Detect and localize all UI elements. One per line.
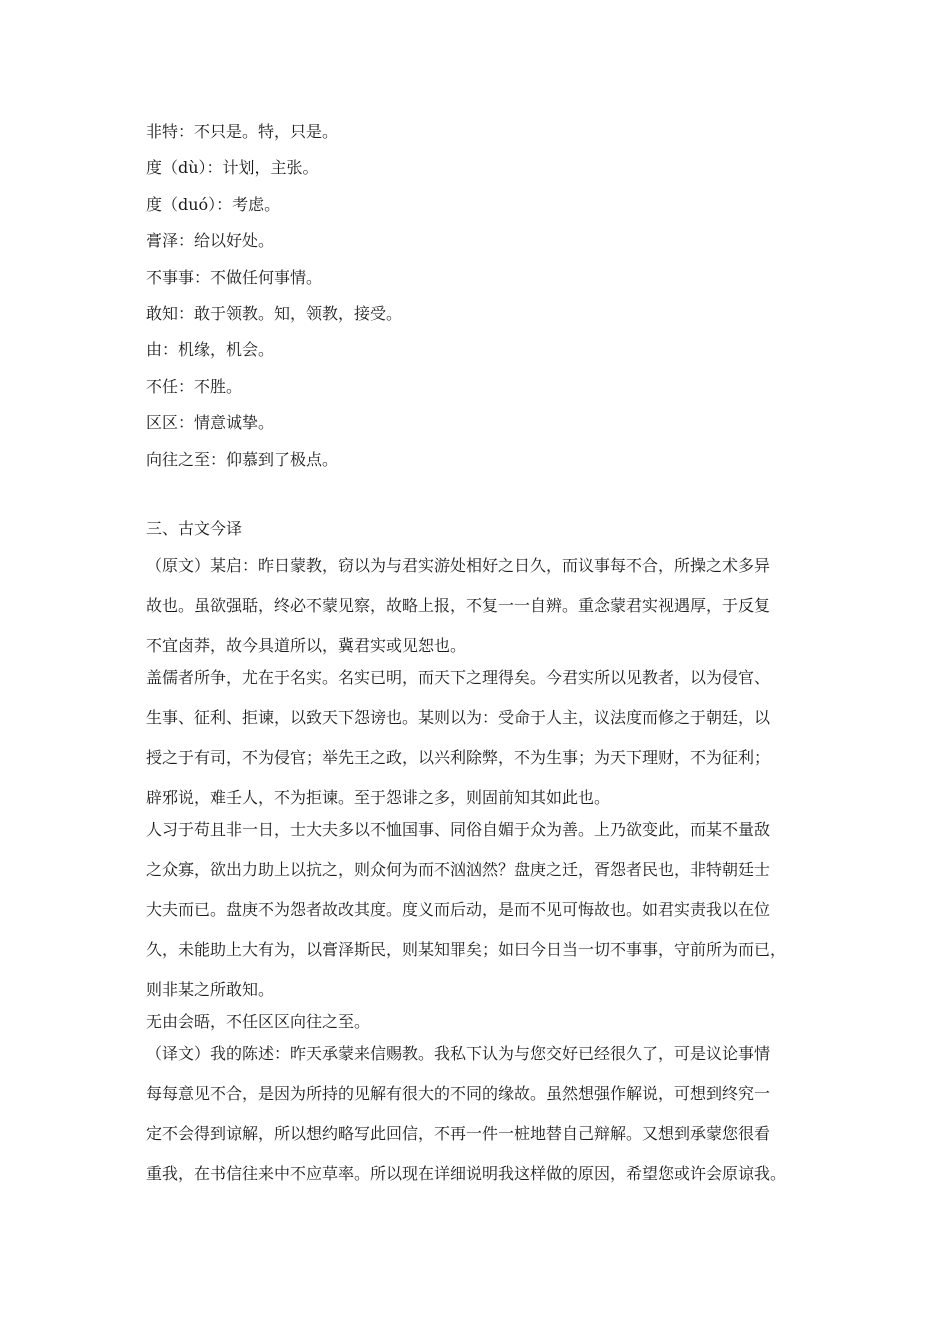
glossary-item: 敢知：敢于领教。知，领教，接受。 bbox=[146, 303, 403, 323]
glossary-item: 度（dù）：计划，主张。 bbox=[146, 158, 319, 178]
translation-body bbox=[146, 556, 826, 1196]
original-paragraph-3 bbox=[146, 820, 826, 1000]
text-line: 每每意见不合，是因为所持的见解有很大的不同的缘故。虽然想强作解说，可想到终究一 bbox=[146, 1084, 771, 1103]
text-line: 不宜卤莽，故今具道所以，冀君实或见恕也。 bbox=[146, 636, 467, 655]
text-line: 盖儒者所争，尤在于名实。名实已明，而天下之理得矣。今君实所以见教者，以为侵官、 bbox=[146, 668, 771, 687]
text-line: 生事、征利、拒谏，以致天下怨谤也。某则以为：受命于人主，议法度而修之于朝廷，以 bbox=[146, 708, 771, 727]
glossary-item: 非特：不只是。特，只是。 bbox=[146, 122, 339, 141]
text-line: 久，未能助上大有为，以膏泽斯民，则某知罪矣；如曰今日当一切不事事，守前所为而已， bbox=[146, 940, 787, 959]
glossary-item: 不任：不胜。 bbox=[146, 376, 243, 396]
text-line: 大夫而已。盘庚不为怨者故改其度。度义而后动，是而不见可悔故也。如君实责我以在位 bbox=[146, 900, 771, 919]
text-line: 辟邪说，难壬人，不为拒谏。至于怨诽之多，则固前知其如此也。 bbox=[146, 788, 611, 807]
glossary-item: 向往之至：仰慕到了极点。 bbox=[146, 449, 339, 469]
glossary-item: 由：机缘，机会。 bbox=[146, 340, 275, 360]
glossary-item: 膏泽：给以好处。 bbox=[146, 231, 275, 251]
section-heading: 三、古文今译 bbox=[146, 519, 243, 538]
original-paragraph-2 bbox=[146, 668, 826, 808]
text-line: 定不会得到谅解，所以想约略写此回信，不再一件一桩地替自己辩解。又想到承蒙您很看 bbox=[146, 1124, 771, 1143]
glossary-item: 区区：情意诚挚。 bbox=[146, 413, 275, 433]
text-line: （译文）我的陈述：昨天承蒙来信赐教。我私下认为与您交好已经很久了，可是议论事情 bbox=[146, 1044, 771, 1063]
original-paragraph-4 bbox=[146, 1012, 826, 1032]
text-line: 授之于有司，不为侵官；举先王之政，以兴利除弊，不为生事；为天下理财，不为征利； bbox=[146, 748, 771, 767]
text-line: 则非某之所敢知。 bbox=[146, 980, 275, 999]
text-line: 之众寡，欲出力助上以抗之，则众何为而不汹汹然？盘庚之迁，胥怨者民也，非特朝廷士 bbox=[146, 860, 771, 879]
text-line: 无由会晤，不任区区向往之至。 bbox=[146, 1012, 371, 1031]
text-line: 故也。虽欲强聒，终必不蒙见察，故略上报，不复一一自辨。重念蒙君实视遇厚，于反复 bbox=[146, 596, 771, 615]
glossary-list bbox=[146, 122, 826, 486]
text-line: 人习于苟且非一日，士大夫多以不恤国事、同俗自媚于众为善。上乃欲变此，而某不量敌 bbox=[146, 820, 771, 839]
text-line: （原文）某启：昨日蒙教，窃以为与君实游处相好之日久，而议事每不合，所操之术多异 bbox=[146, 556, 771, 575]
text-line: 重我，在书信往来中不应草率。所以现在详细说明我这样做的原因，希望您或许会原谅我。 bbox=[146, 1164, 787, 1183]
original-paragraph-1 bbox=[146, 556, 826, 656]
glossary-item: 不事事：不做任何事情。 bbox=[146, 267, 323, 287]
translation-paragraph-1 bbox=[146, 1044, 826, 1184]
glossary-item: 度（duó）：考虑。 bbox=[146, 194, 281, 214]
